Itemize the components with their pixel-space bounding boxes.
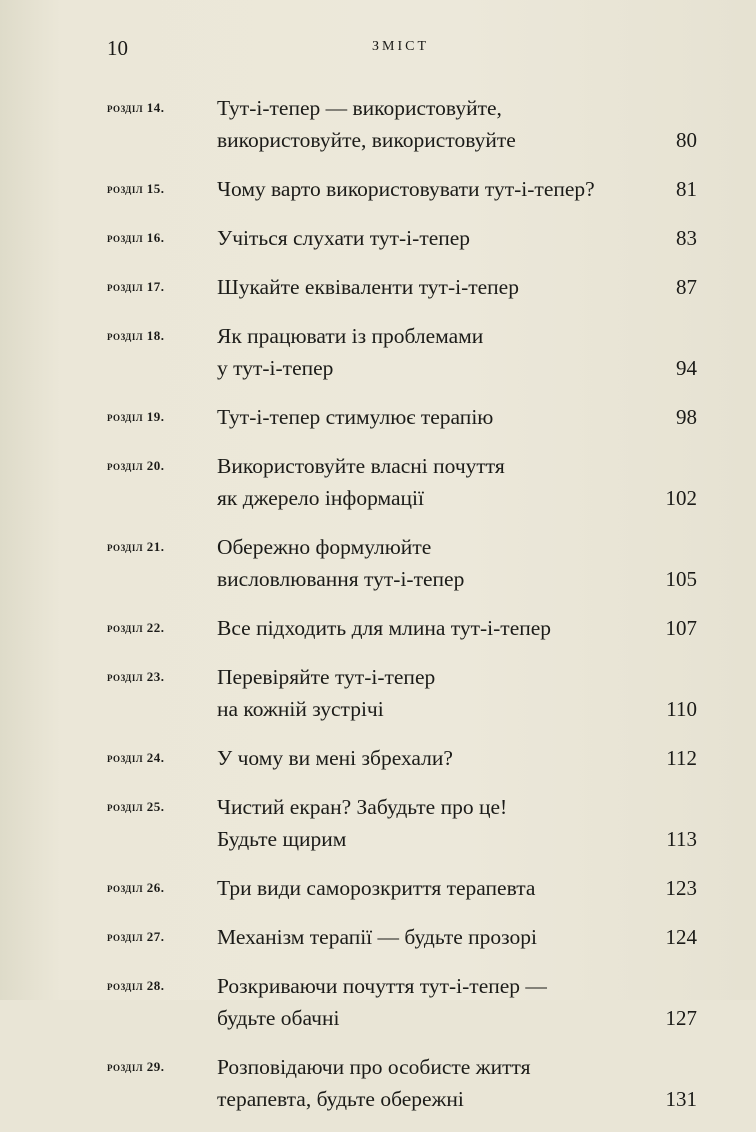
chapter-title [217, 921, 637, 953]
page-reference: 127 [665, 1006, 697, 1030]
chapter-title [217, 92, 637, 156]
chapter-label: розділ 29. [107, 1059, 165, 1074]
page-reference: 113 [666, 827, 697, 851]
toc-entry [107, 742, 697, 774]
chapter-title [217, 1051, 637, 1115]
chapter-title-line: на кожній зустрічі [217, 697, 384, 721]
chapter-title [217, 661, 637, 725]
chapter-title [217, 791, 637, 855]
chapter-label: розділ 28. [107, 978, 165, 993]
chapter-title [217, 742, 637, 774]
chapter-title-line: Обережно формулюйте [217, 535, 432, 559]
page-reference: 112 [666, 746, 697, 770]
chapter-title-line: Тут-і-тепер — використовуйте, [217, 96, 502, 120]
toc-entry [107, 222, 697, 254]
page-reference: 107 [665, 616, 697, 640]
toc-entry [107, 872, 697, 904]
chapter-title-line: Чистий екран? Забудьте про це! [217, 795, 508, 819]
toc-entry [107, 612, 697, 644]
chapter-label: розділ 16. [107, 230, 165, 245]
page-reference: 80 [676, 128, 697, 152]
chapter-label: розділ 15. [107, 181, 165, 196]
chapter-title [217, 320, 637, 384]
chapter-title-line: Перевіряйте тут-і-тепер [217, 665, 436, 689]
chapter-label: розділ 25. [107, 799, 165, 814]
chapter-label: розділ 17. [107, 279, 165, 294]
chapter-title [217, 401, 637, 433]
chapter-title-line: Розповідаючи про особисте життя [217, 1055, 531, 1079]
chapter-title [217, 271, 637, 303]
toc-entry [107, 1051, 697, 1115]
toc-entry [107, 970, 697, 1034]
chapter-title-line: Механізм терапії — будьте прозорі [217, 925, 538, 949]
chapter-label: розділ 19. [107, 409, 165, 424]
page-number: 10 [107, 36, 128, 60]
toc-entry [107, 271, 697, 303]
chapter-title-line: як джерело інформації [217, 486, 424, 510]
toc-entry [107, 401, 697, 433]
chapter-title-line: у тут-і-тепер [217, 356, 334, 380]
page-reference: 87 [676, 275, 697, 299]
page-header [107, 36, 694, 60]
chapter-title-line: Будьте щирим [217, 827, 347, 851]
toc-entry [107, 92, 697, 156]
chapter-title-line: використовуйте, використовуйте [217, 128, 516, 152]
chapter-title [217, 173, 637, 205]
toc-entry [107, 320, 697, 384]
chapter-title-line: Чому варто використовувати тут-і-тепер? [217, 177, 595, 201]
chapter-title-line: Як працювати із проблемами [217, 324, 484, 348]
chapter-title-line: будьте обачні [217, 1006, 340, 1030]
chapter-label: розділ 22. [107, 620, 165, 635]
chapter-title-line: Шукайте еквіваленти тут-і-тепер [217, 275, 519, 299]
chapter-title-line: терапевта, будьте обережні [217, 1087, 464, 1111]
chapter-label: розділ 27. [107, 929, 165, 944]
chapter-title-line: Тут-і-тепер стимулює терапію [217, 405, 494, 429]
chapter-label: розділ 26. [107, 880, 165, 895]
page-reference: 123 [665, 876, 697, 900]
chapter-title [217, 531, 637, 595]
chapter-title-line: Розкриваючи почуття тут-і-тепер — [217, 974, 547, 998]
chapter-label: розділ 21. [107, 539, 165, 554]
chapter-label: розділ 18. [107, 328, 165, 343]
chapter-label: розділ 14. [107, 100, 165, 115]
chapter-label: розділ 20. [107, 458, 165, 473]
page-reference: 124 [665, 925, 697, 949]
chapter-label: розділ 24. [107, 750, 165, 765]
toc-entry [107, 921, 697, 953]
chapter-title [217, 450, 637, 514]
page-reference: 94 [676, 356, 697, 380]
chapter-title-line: Три види саморозкриття терапевта [217, 876, 536, 900]
toc-entry [107, 791, 697, 855]
chapter-title [217, 872, 637, 904]
toc-entry [107, 531, 697, 595]
page-reference: 131 [665, 1087, 697, 1111]
chapter-title-line: У чому ви мені збрехали? [217, 746, 453, 770]
chapter-title [217, 970, 637, 1034]
chapter-title-line: Учіться слухати тут-і-тепер [217, 226, 471, 250]
page-reference: 102 [665, 486, 697, 510]
toc-entry [107, 173, 697, 205]
running-title: ЗМІСТ [371, 39, 429, 54]
page-reference: 83 [676, 226, 697, 250]
toc-entry [107, 661, 697, 725]
page-reference: 81 [676, 177, 697, 201]
toc-entry [107, 450, 697, 514]
chapter-title-line: Використовуйте власні почуття [217, 454, 505, 478]
chapter-title-line: Все підходить для млина тут-і-тепер [217, 616, 552, 640]
chapter-title [217, 222, 637, 254]
chapter-title [217, 612, 637, 644]
page-reference: 98 [676, 405, 697, 429]
page-reference: 105 [665, 567, 697, 591]
table-of-contents [107, 92, 697, 1132]
chapter-label: розділ 23. [107, 669, 165, 684]
page-reference: 110 [666, 697, 697, 721]
chapter-title-line: висловлювання тут-і-тепер [217, 567, 465, 591]
